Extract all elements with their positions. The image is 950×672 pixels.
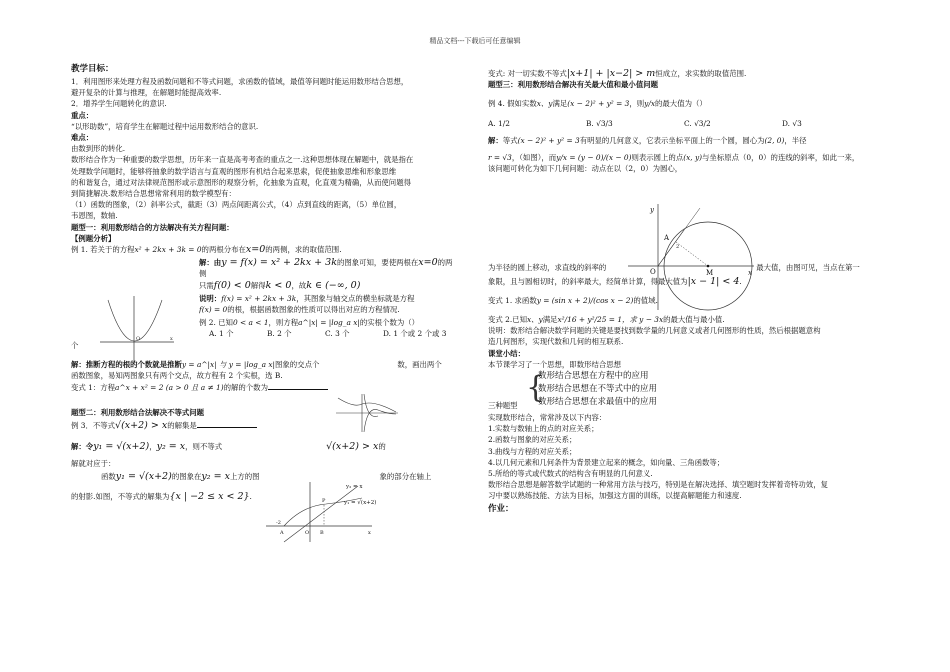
final-line: 习中要以熟练技能、方法为目标，加强这方面的训练，以提高解题能力和速度.: [488, 491, 742, 501]
variant-inequality: 变式: 对一切实数不等式|x+1| + |x−2| > m恒成立，求实数的取值范围.: [488, 68, 747, 79]
solution-4-cont3: 为半径的圆上移动，求直线的斜率的 最大值，由图可见，当点在第一: [488, 263, 860, 273]
list-item: 4.以几何元素和几何条件为背景建立起来的概念，如向量、三角函数等；: [488, 457, 725, 467]
intro-line: 数形结合作为一种重要的数学思想，历年来一直是高考考查的重点之一.这种思想体现在解题中，就是指在: [71, 155, 414, 165]
key-text: “以形助数”，培育学生在解题过程中运用数形结合的意识.: [71, 121, 259, 131]
summary-brace: [488, 370, 883, 412]
solution-1-cond: 只需f(0) < 0解得k < 0，故k ∈ (−∞, 0): [199, 279, 361, 291]
solution-1-cont: 侧: [199, 269, 207, 279]
solution-3-answer: 的射影.如图，不等式的解集为{x | −2 ≤ x < 2}.: [71, 490, 252, 502]
exp-log-figure: [334, 392, 400, 434]
intro-line: 的和谐复合，通过对法律规范图形或示意图形的观察分析，化抽象为直观，化直观为精确，从而使问题得: [71, 177, 411, 187]
summary-line: 本节课学习了一个思想，即数形结合思想: [488, 359, 622, 369]
svg-text:B: B: [320, 530, 324, 536]
example-2-tail: 个: [71, 340, 79, 350]
intro-line: （1）函数的图象，（2）斜率公式，截距（3）两点间距离公式，（4）点到直线的距离，（5）单位圆，: [71, 200, 402, 210]
variant-1: 变式 1：方程a^x + x² = 2 (a > 0 且 a ≠ 1)的解的个数为: [71, 381, 468, 393]
svg-text:x: x: [748, 269, 752, 277]
solution-2: 解：推断方程的根的个数就是推断y = a^|x| 与 y = |log_a x|图象的交点个 数，画出两个: [71, 359, 442, 369]
summary-title: 课堂小结：: [488, 348, 525, 358]
difficulty-title: 难点：: [71, 133, 94, 143]
goal-1a: 1．利用图形来处理方程及函数问题和不等式问题，求函数的值域，最值等问题时能运用数形结合思想，: [71, 77, 409, 86]
svg-text:A: A: [664, 234, 670, 242]
difficulty-text: 由数到形的转化.: [71, 144, 126, 154]
svg-text:A: A: [280, 530, 284, 536]
svg-text:2: 2: [676, 244, 680, 250]
brace-item: 数形结合思想在不等式中的应用: [538, 384, 658, 395]
list-item: 1.实数与数轴上的点的对应关系；: [488, 424, 599, 434]
intro-line: 处理数学问题时，能够将抽象的数学语言与直观的图形有机结合起来思索，促使抽象思维和形象思维: [71, 166, 397, 176]
svg-text:O: O: [136, 336, 141, 342]
teaching-goal-title: 教学目标：: [71, 64, 114, 74]
note-right: 说明：数形结合解决数学问题的关键是要找到数学量的几何意义或者几何图形的性质，然后根据题意构: [488, 326, 821, 336]
svg-text:y₁ = √(x+2): y₁ = √(x+2): [344, 500, 377, 506]
solution-4-cont2: 该问题可转化为如下几何问题：动点在以（2，0）为圆心，: [488, 164, 683, 174]
svg-text:M: M: [706, 269, 714, 277]
circle-figure: [624, 200, 758, 312]
note-1: 说明：f(x) = x² + 2kx + 3k，其图象与轴交点的横坐标就是方程: [199, 293, 415, 303]
svg-text:x: x: [368, 530, 371, 536]
list-item: 3.曲线与方程的对应关系；: [488, 446, 577, 456]
brace-icon: {: [526, 370, 546, 406]
list-item: 5.所给的等式或代数式的结构含有明显的几何意义.: [488, 469, 653, 479]
note-right-cont: 造几何图形，实现代数和几何的相互联系.: [488, 337, 624, 347]
intro-line: 到简捷解决.数形结合思想常常利用的数学模型有：: [71, 189, 236, 199]
three-types-label: 三种题型: [488, 401, 518, 411]
solution-4: 解：等式(x − 2)² + y² = 3有明显的几何意义，它表示坐标平面上的一个圆，圆心为(2, 0)，半径: [488, 135, 807, 145]
solution-4-cont: r = √3，（如图），而y/x = (y − 0)/(x − 0)则表示圆上的点(x, y)与坐标原点（0，0）的连线的斜率，如此一来，: [488, 153, 860, 163]
solution-3-func: 函数y₁ = √(x+2)的图象在y₂ = x上方的图 象的部分在轴上: [101, 471, 432, 483]
brace-item: 数形结合思想在方程中的应用: [538, 371, 649, 382]
svg-text:y₂ = x: y₂ = x: [346, 484, 363, 490]
key-title: 重点：: [71, 110, 94, 120]
example-2: 例 2. 已知0 < a < 1，则方程a^|x| = |log_a x|的实根个数为（）: [199, 318, 420, 328]
solution-1: 解：由y = f(x) = x² + 2kx + 3k的图象可知，要使两根在x=0的两: [199, 257, 453, 269]
svg-text:O: O: [305, 530, 310, 536]
solution-4-answer: 象限，且与圆相切时，的斜率最大，经简单计算，得最大值为|x − 1| < 4.: [488, 275, 742, 287]
page-header: 精品文档---下载后可任意编辑: [429, 37, 521, 45]
list-item: 2.函数与图象的对应关系；: [488, 435, 577, 445]
goal-2: 2．增养学生问题转化的意识.: [71, 99, 167, 109]
goal-1b: 避开复杂的计算与推理，在解题时能提高效率.: [71, 88, 222, 98]
left-column: [71, 62, 468, 502]
inequality-figure: [262, 480, 378, 546]
example-4-options: A. 1/2 B. √3/3 C. √3/2 D. √3: [488, 118, 802, 128]
type-3-title: 题型三：利用数形结合解决有关最大值和最小值问题: [488, 80, 658, 90]
solution-3-cont: 解就对应于：: [71, 459, 116, 469]
variant-2-right: 变式 2.已知x、y满足x²/16 + y²/25 = 1，求 y − 3x的最大值与最小值.: [488, 315, 725, 325]
svg-text:x: x: [170, 336, 173, 342]
example-4: 例 4. 假如实数x、y满足(x − 2)² + y² = 3，则y/x的最大值为（）: [488, 99, 707, 109]
type-2-title: 题型二：利用数形结合法解决不等式问题: [71, 408, 205, 418]
svg-text:O: O: [650, 268, 656, 276]
example-2-options: A. 1 个 B. 2 个 C. 3 个 D. 1 个或 2 个或 3: [209, 329, 447, 339]
svg-text:-2: -2: [276, 520, 281, 526]
example-1: 例 1. 若关于的方程x² + 2kx + 3k = 0的两根分布在x=0的两侧，求的取值范围.: [71, 244, 342, 256]
solution-3: 解：令y₁ = √(x+2)，y₂ = x，则不等式 √(x+2) > x的: [71, 440, 386, 452]
solution-2-cont: 函数图象，易知两图象只有两个交点，故方程有 2 个实根，选 B.: [71, 371, 283, 381]
svg-text:y: y: [650, 206, 654, 214]
final-line: 数形结合思想是解答数学试题的一种常用方法与技巧，特别是在解决选择、填空题时发挥着奇特功效，复: [488, 480, 828, 490]
svg-text:P: P: [322, 498, 326, 504]
brace-item: 数形结合思想在求最值中的应用: [538, 397, 658, 408]
example-title: 【例题分析】: [71, 233, 116, 243]
example-3: 例 3．不等式√(x+2) > x的解集是: [71, 419, 468, 431]
realize-line: 实现数形结合，常常涉及以下内容：: [488, 413, 607, 423]
type-1-title: 题型一：利用数形结合的方法解决有关方程问题：: [71, 222, 234, 232]
parabola-figure: [96, 292, 178, 364]
note-1-cont: f(x) = 0的根，根据函数图象的性质可以得出对应的方程情况.: [199, 305, 400, 315]
intro-line: 韦恩图，数轴.: [71, 211, 118, 221]
homework-title: 作业：: [488, 503, 514, 514]
variant-1-right: 变式 1. 求函数y = (sin x + 2)/(cos x − 2)的值域.: [488, 295, 658, 305]
